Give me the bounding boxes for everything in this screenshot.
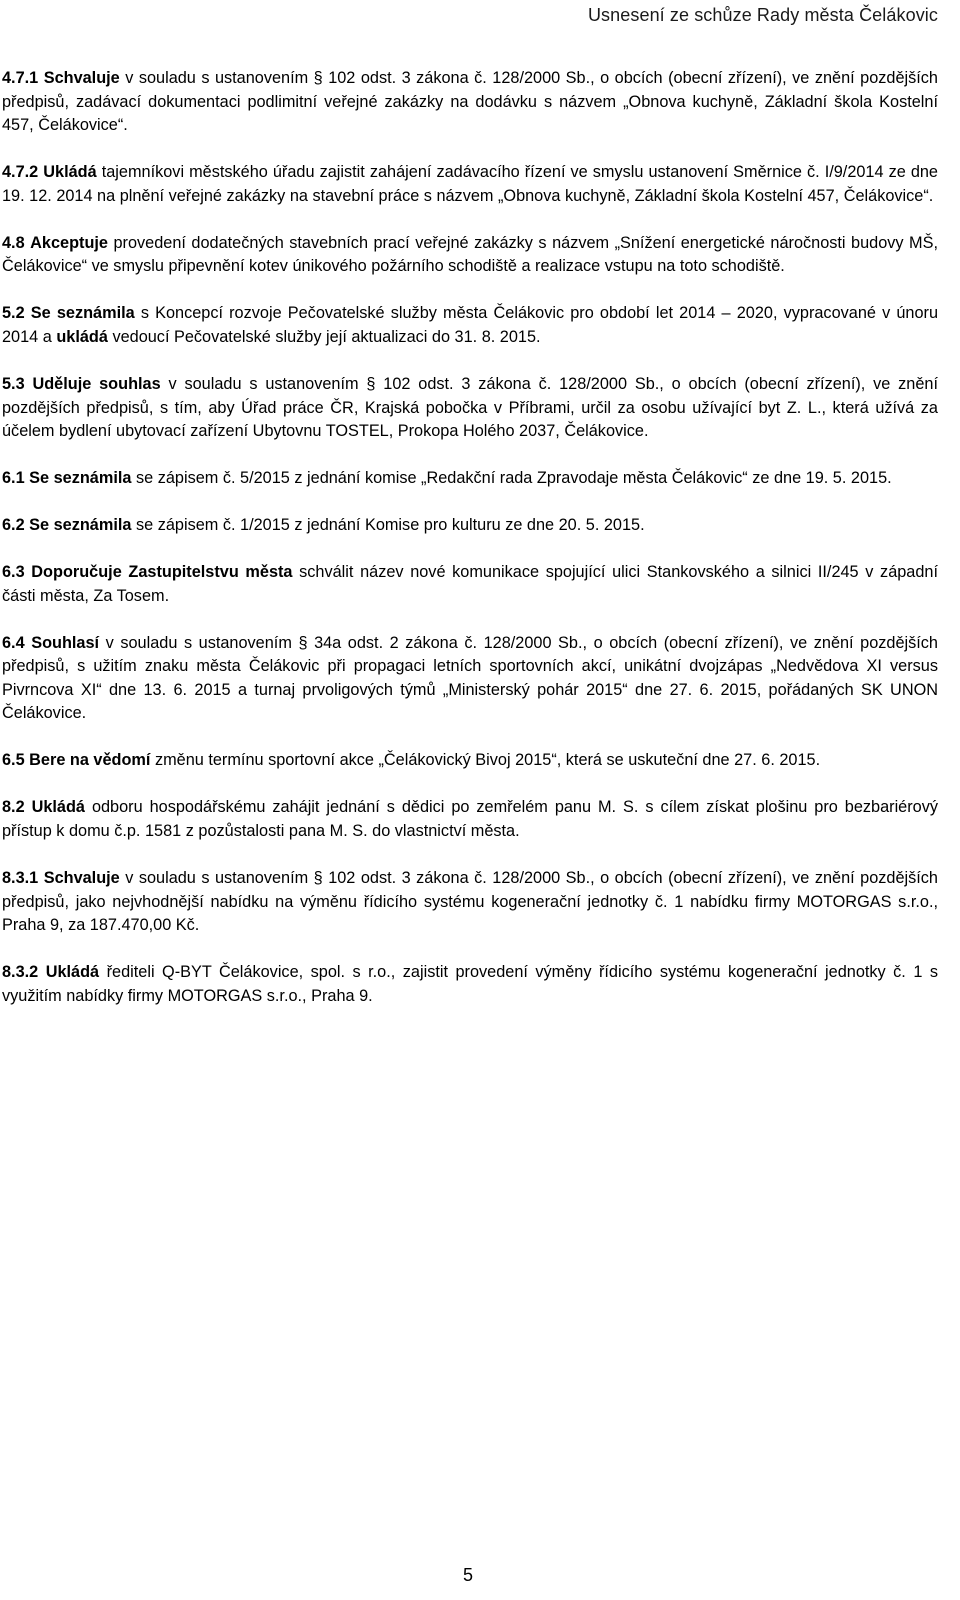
resolution-text: v souladu s ustanovením § 102 odst. 3 zákona č. 128/2000 Sb., o obcích (obecní zřízení), ve znění pozdějších předpisů, jako nejvhodnější nabídku na výměnu řídicího systému kogenerační jednotky č. 1 nabídku firmy MOTORGAS s.r.o., Praha 9, za 187.470,00 Kč. (2, 868, 938, 935)
page-header: Usnesení ze schůze Rady města Čelákovic (587, 5, 938, 25)
resolution-verb: Schvaluje (43, 868, 120, 887)
resolution-text: řediteli Q-BYT Čelákovice, spol. s r.o., zajistit provedení výměny řídicího systému kogenerační jednotky č. 1 s využitím nabídky firmy MOTORGAS s.r.o., Praha 9. (2, 963, 938, 1005)
resolution-paragraph (2, 867, 938, 938)
resolution-verb-secondary: ukládá (56, 327, 108, 346)
resolution-paragraph (2, 302, 938, 349)
resolution-text: změnu termínu sportovní akce „Čelákovický Bivoj 2015“, která se uskuteční dne 27. 6. 2015. (150, 751, 821, 770)
resolution-paragraph (2, 467, 938, 491)
resolution-text: v souladu s ustanovením § 34a odst. 2 zákona č. 128/2000 Sb., o obcích (obecní zřízení), ve znění pozdějších předpisů, s užitím znaku města Čelákovic při propagaci letních sportovních akcí, unikátní dvojzápas „Nedvědova XI versus Pivrncova XI“ dne 13. 6. 2015 a turnaj prvoligových týmů „Ministerský pohár 2015“ dne 27. 6. 2015, pořádaných SK UNON Čelákovice. (2, 633, 938, 723)
resolution-number: 5.2 (2, 304, 25, 323)
resolution-verb: Ukládá (43, 163, 97, 182)
resolution-verb: Ukládá (45, 963, 100, 982)
resolution-paragraph (2, 749, 938, 773)
resolution-text: v souladu s ustanovením § 102 odst. 3 zákona č. 128/2000 Sb., o obcích (obecní zřízení), ve znění pozdějších předpisů, s tím, aby Úřad práce ČR, Krajská pobočka v Příbrami, určil za osobu užívající byt Z. L., která užívá za účelem bydlení ubytovací zařízení Ubytovnu TOSTEL, Prokopa Holého 2037, Čelákovice. (2, 374, 938, 441)
resolution-verb: Bere na vědomí (29, 751, 151, 770)
resolution-verb: Se seznámila (29, 516, 132, 535)
resolution-paragraph (2, 373, 938, 444)
resolution-text: se zápisem č. 1/2015 z jednání Komise pro kulturu ze dne 20. 5. 2015. (131, 516, 645, 535)
resolution-number: 4.7.1 (2, 69, 39, 87)
resolution-text: tajemníkovi městského úřadu zajistit zahájení zadávacího řízení ve smyslu ustanovení Směrnice č. I/9/2014 ze dne 19. 12. 2014 na plnění veřejné zakázky na stavební práce s názvem „Obnova kuchyně, Základní škola Kostelní 457, Čelákovice“. (2, 163, 938, 205)
resolution-number: 6.5 (2, 751, 25, 770)
resolution-number: 8.3.1 (2, 868, 39, 887)
resolution-paragraph (2, 796, 938, 843)
resolution-number: 8.2 (2, 798, 25, 817)
page-number: 5 (462, 1565, 473, 1585)
resolution-verb: Ukládá (31, 798, 85, 817)
resolution-text: odboru hospodářskému zahájit jednání s dědici po zemřelém panu M. S. s cílem získat plošinu pro bezbariérový přístup k domu č.p. 1581 z pozůstalosti pana M. S. do vlastnictví města. (2, 798, 938, 840)
resolution-paragraph (2, 67, 938, 138)
resolution-text: provedení dodatečných stavebních prací veřejné zakázky s názvem „Snížení energetické náročnosti budovy MŠ, Čelákovice“ ve smyslu připevnění kotev únikového požárního schodiště a realizace vstupu na toto schodiště. (2, 233, 938, 276)
resolution-paragraph (2, 514, 938, 538)
resolution-number: 6.4 (2, 633, 25, 652)
resolution-paragraph (2, 232, 938, 279)
resolution-verb: Se seznámila (29, 469, 132, 488)
resolution-text: schválit název nové komunikace spojující ulici Stankovského a silnici II/245 v západní části města, Za Tosem. (2, 563, 938, 605)
resolution-text: v souladu s ustanovením § 102 odst. 3 zákona č. 128/2000 Sb., o obcích (obecní zřízení), ve znění pozdějších předpisů, zadávací dokumentaci podlimitní veřejné zakázky na dodávku s názvem „Obnova kuchyně, Základní škola Kostelní 457, Čelákovice“. (2, 69, 938, 135)
resolution-verb: Souhlasí (31, 633, 100, 652)
resolution-number: 6.2 (2, 516, 25, 535)
resolution-number: 8.3.2 (2, 963, 39, 982)
resolution-number: 4.7.2 (2, 163, 39, 182)
resolution-number: 5.3 (2, 374, 25, 393)
resolution-paragraph (2, 561, 938, 608)
resolution-text: se zápisem č. 5/2015 z jednání komise „Redakční rada Zpravodaje města Čelákovic“ ze dne 19. 5. 2015. (131, 469, 892, 488)
resolution-verb: Akceptuje (30, 233, 108, 252)
resolution-verb: Schvaluje (43, 69, 120, 87)
resolution-text: s Koncepcí rozvoje Pečovatelské služby města Čelákovic pro období let 2014 – 2020, vypracované v únoru 2014 a (2, 304, 938, 346)
resolution-verb: Se seznámila (30, 304, 135, 323)
resolution-paragraph (2, 632, 938, 726)
resolution-text-secondary: vedoucí Pečovatelské služby její aktualizaci do 31. 8. 2015. (107, 327, 541, 346)
resolution-number: 6.1 (2, 469, 25, 488)
resolution-number: 4.8 (2, 233, 25, 252)
resolution-verb: Doporučuje Zastupitelstvu města (31, 563, 293, 582)
resolution-number: 6.3 (2, 563, 25, 582)
resolution-paragraph (2, 161, 938, 208)
resolution-paragraph (2, 961, 938, 1008)
resolution-verb: Uděluje souhlas (32, 374, 161, 393)
resolution-list (2, 67, 938, 1032)
